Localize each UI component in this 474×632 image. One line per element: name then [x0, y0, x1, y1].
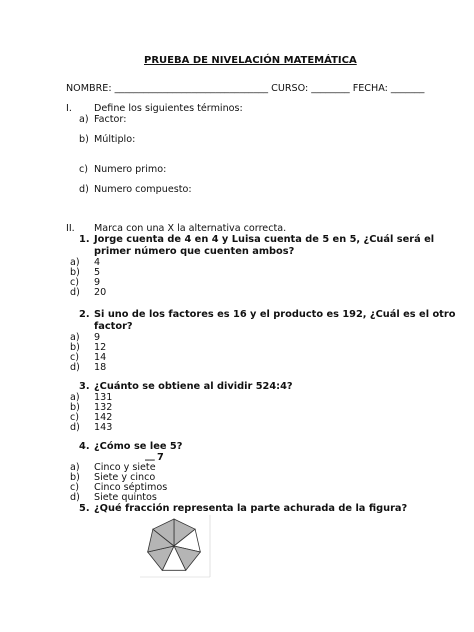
- option-label: d): [70, 287, 80, 298]
- option-label: d): [70, 422, 80, 433]
- option-label: c): [70, 482, 80, 493]
- option-text: 5: [94, 267, 101, 278]
- section2-numeral: II.: [66, 223, 75, 234]
- option-text: 132: [94, 402, 113, 413]
- option-label: a): [70, 332, 80, 343]
- fraction-bar: __: [145, 450, 155, 461]
- header-fields: NOMBRE: ________________________________ CURSO: ________ FECHA: _______: [66, 83, 425, 94]
- option-text: 12: [94, 342, 107, 353]
- term-compuesto: Numero compuesto:: [94, 184, 192, 195]
- question-4-number: 4.: [79, 441, 90, 452]
- question-1-line2: primer número que cuenten ambos?: [94, 246, 295, 257]
- fraction-denominator: 7: [157, 452, 164, 463]
- term-label-a: a): [79, 114, 89, 125]
- term-primo: Numero primo:: [94, 164, 167, 175]
- option-text: 142: [94, 412, 113, 423]
- option-text: 18: [94, 362, 107, 373]
- option-label: a): [70, 462, 80, 473]
- option-label: b): [70, 267, 80, 278]
- option-label: c): [70, 412, 80, 423]
- option-text: 14: [94, 352, 107, 363]
- question-2-line2: factor?: [94, 321, 133, 332]
- section2-instruction: Marca con una X la alternativa correcta.: [94, 223, 287, 234]
- q3-option-d[interactable]: [70, 422, 113, 434]
- option-text: Cinco y siete: [94, 462, 156, 473]
- term-factor: Factor:: [94, 114, 127, 125]
- option-text: 4: [94, 257, 101, 268]
- option-text: Cinco séptimos: [94, 482, 168, 493]
- question-5-line1: ¿Qué fracción representa la parte achurada de la figura?: [94, 503, 408, 514]
- option-label: a): [70, 257, 80, 268]
- question-3-line1: ¿Cuánto se obtiene al dividir 524:4?: [94, 381, 293, 392]
- option-text: 9: [94, 277, 101, 288]
- question-2-number: 2.: [79, 309, 90, 320]
- question-3-number: 3.: [79, 381, 90, 392]
- page-title: PRUEBA DE NIVELACIÓN MATEMÁTICA: [144, 55, 357, 66]
- option-label: a): [70, 392, 80, 403]
- option-label: b): [70, 342, 80, 353]
- option-label: b): [70, 472, 80, 483]
- option-label: d): [70, 492, 80, 503]
- heptagon-figure: [140, 515, 212, 579]
- q2-option-d[interactable]: [70, 362, 107, 374]
- option-text: 9: [94, 332, 101, 343]
- question-2-line1: Si uno de los factores es 16 y el producto es 192, ¿Cuál es el otro: [94, 309, 456, 320]
- term-label-b: b): [79, 134, 89, 145]
- option-label: b): [70, 402, 80, 413]
- term-label-c: c): [79, 164, 89, 175]
- option-text: Siete y cinco: [94, 472, 156, 483]
- option-text: 131: [94, 392, 113, 403]
- option-label: c): [70, 352, 80, 363]
- section1-numeral: I.: [66, 103, 72, 114]
- question-1-number: 1.: [79, 234, 90, 245]
- section1-instruction: Define los siguientes términos:: [94, 103, 243, 114]
- question-4-line1: ¿Cómo se lee 5?: [94, 441, 183, 452]
- term-multiplo: Múltiplo:: [94, 134, 136, 145]
- option-text: 20: [94, 287, 107, 298]
- q4-option-d[interactable]: [70, 492, 157, 504]
- option-label: d): [70, 362, 80, 373]
- question-5-number: 5.: [79, 503, 90, 514]
- option-label: c): [70, 277, 80, 288]
- question-1-line1: Jorge cuenta de 4 en 4 y Luisa cuenta de 5 en 5, ¿Cuál será el: [94, 234, 435, 245]
- option-text: Siete quintos: [94, 492, 157, 503]
- option-text: 143: [94, 422, 113, 433]
- term-label-d: d): [79, 184, 89, 195]
- q1-option-d[interactable]: [70, 287, 107, 299]
